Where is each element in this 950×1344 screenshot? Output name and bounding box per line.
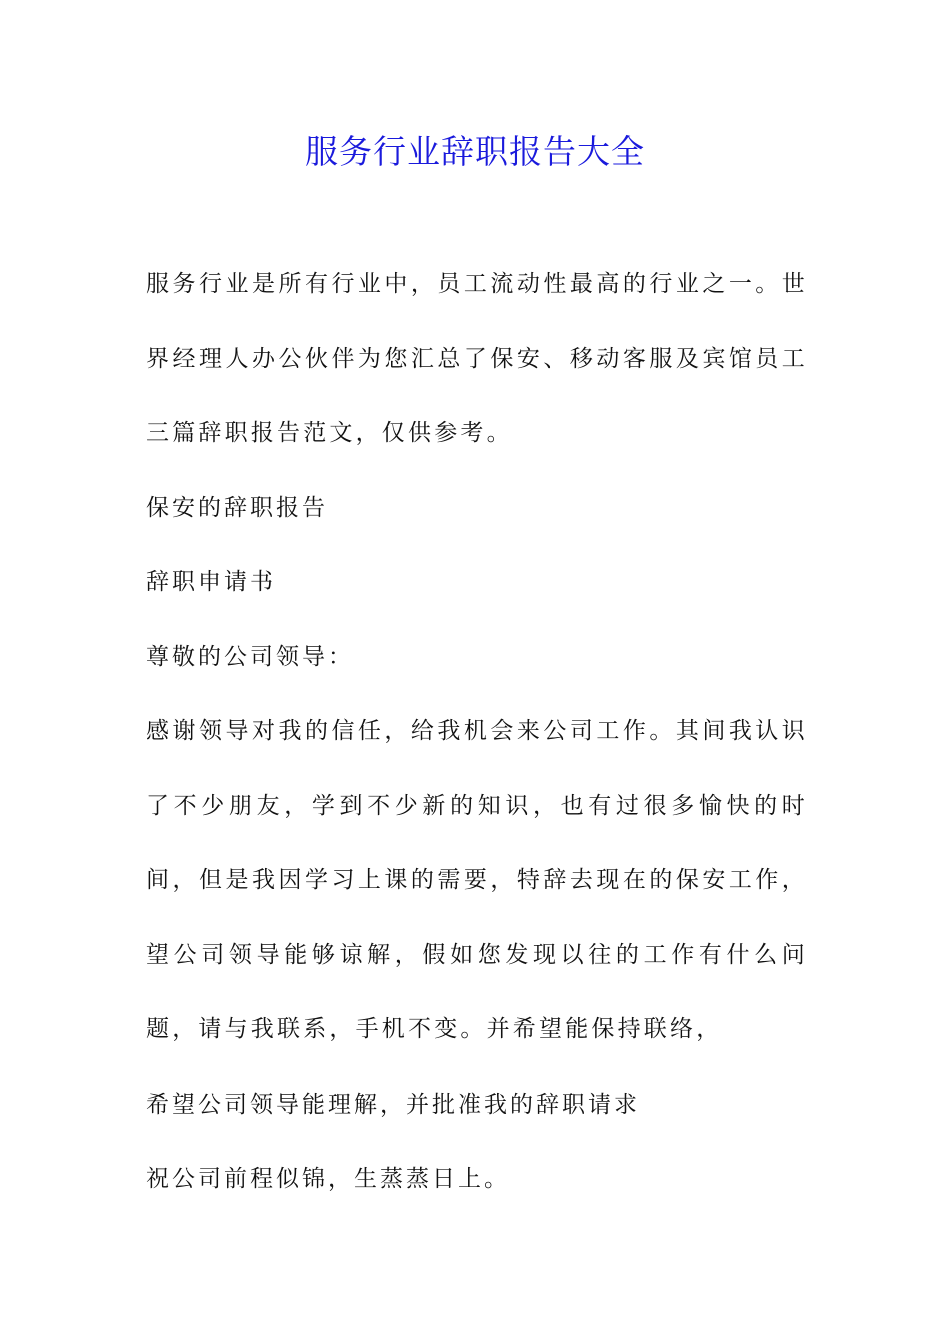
closing-line: 祝公司前程似锦，生蒸蒸日上。 xyxy=(146,1166,510,1192)
salutation: 尊敬的公司领导： xyxy=(146,644,354,670)
letter-title: 辞职申请书 xyxy=(146,569,276,595)
intro-paragraph: 服务行业是所有行业中，员工流动性最高的行业之一。世界经理人办公伙伴为您汇总了保安、移动客服及宾馆员工三篇辞职报告范文，仅供参考。 xyxy=(146,271,808,446)
document-title: 服务行业辞职报告大全 xyxy=(305,132,645,171)
section-heading: 保安的辞职报告 xyxy=(146,495,328,521)
body-paragraph: 感谢领导对我的信任，给我机会来公司工作。其间我认识了不少朋友，学到不少新的知识，也有过很多愉快的时间，但是我因学习上课的需要，特辞去现在的保安工作，望公司领导能够谅解，假如您发现以往的工作有什么问题，请与我联系，手机不变。并希望能保持联络， xyxy=(146,718,808,1042)
request-line: 希望公司领导能理解，并批准我的辞职请求 xyxy=(146,1092,640,1118)
